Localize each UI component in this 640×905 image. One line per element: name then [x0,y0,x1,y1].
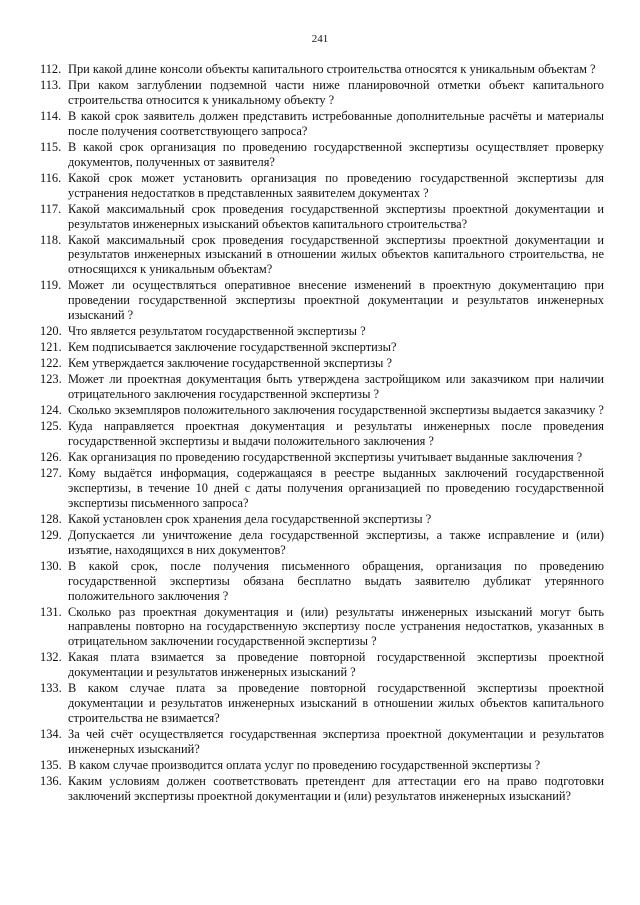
question-item [40,78,604,108]
question-number: 113. [40,78,62,92]
question-item [40,450,604,465]
question-text: При каком заглублении подземной части ниже планировочной отметки объект капитального строительства относится к уникальному объекту ? [68,78,604,107]
question-text: В какой срок заявитель должен представить истребованные дополнительные расчёты и материалы после получения соответствующего запроса? [68,108,604,138]
question-number: 128. [40,511,62,526]
question-item [40,62,604,77]
question-text: Какой максимальный срок проведения государственной экспертизы проектной документации и результатов инженерных изысканий объектов капитального строительства? [68,201,604,231]
question-number: 129. [40,527,62,542]
question-number: 136. [40,773,62,788]
question-text: Как организация по проведению государственной экспертизы учитывает выданные заключения ? [68,449,583,464]
question-text: Сколько экземпляров положительного заключения государственной экспертизы выдается заказчику ? [68,403,604,418]
question-item [40,202,604,232]
question-number: 115. [40,139,62,154]
question-text: Может ли проектная документация быть утверждена застройщиком или заказчиком при наличии отрицательного заключения государственной экспертизы ? [68,372,604,402]
question-item [40,324,604,339]
question-text: В какой срок, после получения письменного обращения, организация по проведению государственной экспертизы обязана бесплатно выдать заявителю дубликат утерянного положительного заключения ? [68,558,604,603]
question-text: Сколько раз проектная документация и (или) результаты инженерных изысканий могут быть направлены повторно на государственную экспертизу после устранения недостатков, указанных в отрицательном заключении государственной экспертизы ? [68,604,604,649]
question-number: 133. [40,681,62,696]
question-text: При какой длине консоли объекты капитального строительства относятся к уникальным объектам ? [68,62,596,76]
question-number: 122. [40,356,62,371]
question-item [40,372,604,402]
question-text: В каком случае плата за проведение повторной государственной экспертизы проектной документации и результатов инженерных изысканий в отношении жилых объектов капитального строительства не взимается? [68,681,604,726]
question-item [40,109,604,139]
question-number: 114. [40,108,62,123]
question-number: 118. [40,232,62,247]
question-number: 116. [40,170,62,185]
question-text: Куда направляется проектная документация и результаты инженерных после проведения государственной экспертизы и выдачи положительного заключения ? [68,419,604,448]
question-text: Какой установлен срок хранения дела государственной экспертизы ? [68,511,432,526]
question-text: Кем подписывается заключение государственной экспертизы? [68,340,397,355]
question-number: 119. [40,278,62,293]
question-item [40,340,604,355]
question-number: 124. [40,403,62,418]
question-number: 112. [40,62,62,76]
question-text: Каким условиям должен соответствовать претендент для аттестации его на право подготовки заключений экспертизы проектной документации и (или) результатов инженерных изысканий? [68,773,604,803]
question-item [40,528,604,558]
question-list [40,62,604,805]
question-text: В каком случае производится оплата услуг по проведению государственной экспертизы ? [68,757,541,772]
question-item [40,419,604,449]
question-text: Какой срок может установить организация по проведению государственной экспертизы для устранения недостатков в представленных заявителем документах ? [68,170,604,200]
question-text: Какой максимальный срок проведения государственной экспертизы проектной документации и результатов инженерных изысканий в отношении жилых объектов капитального строительства, не относящихся к уникальным объектам? [68,232,604,277]
question-number: 132. [40,650,62,665]
question-item [40,233,604,278]
question-number: 130. [40,558,62,573]
question-number: 125. [40,419,62,434]
question-item [40,605,604,650]
question-item [40,140,604,170]
question-item [40,356,604,371]
question-item [40,403,604,418]
question-text: Какая плата взимается за проведение повторной государственной экспертизы проектной документации и результатов инженерных изысканий ? [68,650,604,680]
question-text: Что является результатом государственной экспертизы ? [68,324,366,339]
page-number: 241 [311,33,329,45]
question-item [40,727,604,757]
question-item [40,774,604,804]
question-text: Допускается ли уничтожение дела государственной экспертизы, а также исправление и (или) изъятие, находящихся в них документов? [68,527,604,557]
question-number: 127. [40,465,62,480]
question-item [40,171,604,201]
question-item [40,758,604,773]
question-number: 121. [40,340,62,355]
question-text: Кому выдаётся информация, содержащаяся в реестре выданных заключений государственной экспертизы, в течение 10 дней с даты получения организацией по проведению государственной экспертизы письменного запроса? [68,465,604,510]
question-item [40,650,604,680]
question-number: 134. [40,727,62,742]
question-text: Может ли осуществляться оперативное внесение изменений в проектную документацию при проведении государственной экспертизы проектной документации и результатов инженерных изысканий ? [68,278,604,323]
question-item [40,681,604,726]
question-number: 126. [40,449,62,464]
question-number: 131. [40,604,62,619]
question-number: 123. [40,372,62,387]
question-item [40,278,604,323]
question-number: 135. [40,757,62,772]
question-number: 120. [40,324,62,339]
question-text: В какой срок организация по проведению государственной экспертизы осуществляет проверку документов, полученных от заявителя? [68,139,604,169]
question-item [40,559,604,604]
question-text: За чей счёт осуществляется государственная экспертиза проектной документации и результатов инженерных изысканий? [68,727,604,756]
question-item [40,466,604,511]
question-text: Кем утверждается заключение государственной экспертизы ? [68,356,392,371]
question-item [40,512,604,527]
question-number: 117. [40,201,62,216]
